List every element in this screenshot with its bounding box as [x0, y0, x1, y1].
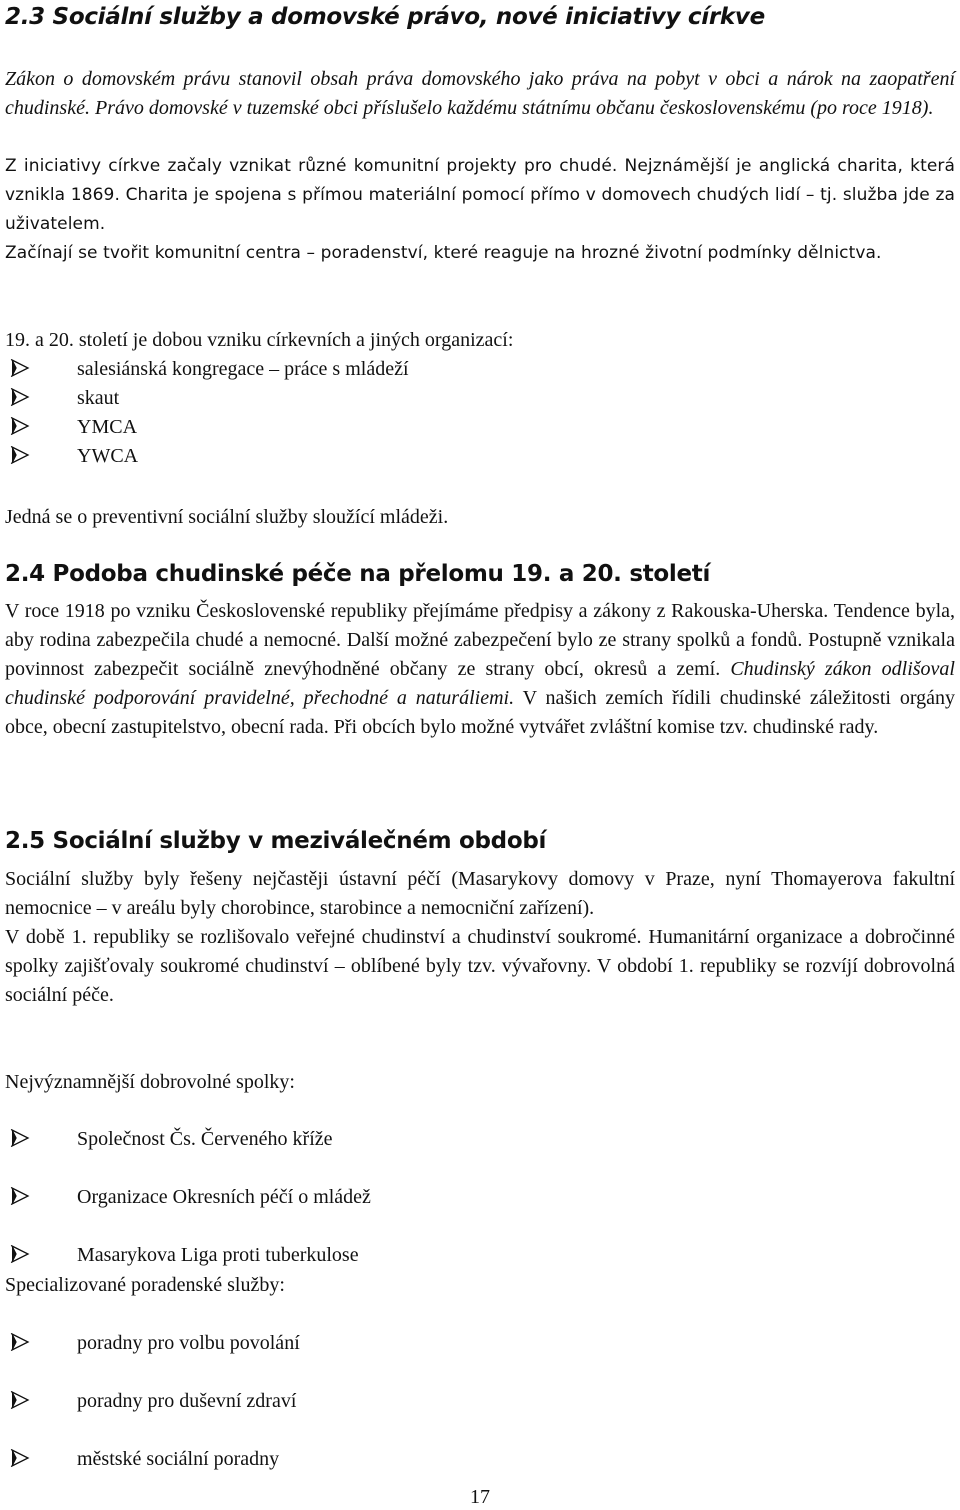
arrowhead-bullet-icon: [8, 413, 32, 442]
preventive-note: Jedná se o preventivní sociální služby sloužící mládeži.: [5, 506, 449, 528]
homeland-law-paragraph: [5, 65, 955, 123]
section-2-4-heading: 2.4 Podoba chudinské péče na přelomu 19. a 20. století: [5, 561, 711, 587]
organizations-intro: 19. a 20. století je dobou vzniku církevních a jiných organizací:: [5, 329, 514, 351]
volunteer-associations-list: [5, 1125, 955, 1270]
arrowhead-bullet-icon: [8, 384, 32, 413]
institutional-care-text: Sociální služby byly řešeny nejčastěji ústavní péčí (Masarykovy domovy v Praze, nyní Thomayerova fakultní nemocnice – v areálu byly chorobince, starobince a nemocniční zařízení).: [5, 868, 955, 919]
list-item-label: YMCA: [77, 416, 138, 438]
list-item-label: poradny pro duševní zdraví: [77, 1390, 297, 1412]
arrowhead-bullet-icon: [8, 355, 32, 384]
arrowhead-bullet-icon: [8, 1387, 32, 1416]
arrowhead-bullet-icon: [8, 1445, 32, 1474]
preventive-note-block: [5, 503, 955, 532]
section-2-5: [5, 826, 955, 856]
arrowhead-bullet-icon: [8, 1183, 32, 1212]
list-item: [5, 1387, 955, 1416]
list-item-label: salesiánská kongregace – práce s mládeží: [77, 358, 409, 380]
list-item: [5, 413, 955, 442]
list-item-label: YWCA: [77, 445, 139, 467]
poor-care-paragraph: [5, 597, 955, 742]
organizations-list: [5, 355, 955, 471]
arrowhead-bullet-icon: [8, 1125, 32, 1154]
list-item: [5, 442, 955, 471]
counseling-heading: Specializované poradenské služby:: [5, 1274, 285, 1296]
section-2-3-heading: 2.3 Sociální služby a domovské právo, nové iniciativy církve: [5, 4, 765, 30]
church-initiative-text: Z iniciativy církve začaly vznikat různé komunitní projekty pro chudé. Nejznámější je anglická charita, která vznikla 1869. Charita je spojena s přímou materiální pomocí přímo v domovech chudých lidí – tj. služba jde za uživatelem.: [5, 156, 955, 234]
arrowhead-bullet-icon: [8, 1329, 32, 1358]
list-item: [5, 1329, 955, 1358]
first-republic-text: V době 1. republiky se rozlišovalo veřejné chudinství a chudinství soukromé. Humanitární organizace a dobročinné spolky zajišťovaly soukromé chudinství – oblíbené byly tzv. vývařovny. V období 1. republiky se rozvíjí dobrovolná sociální péče.: [5, 926, 955, 1006]
counseling-list-block: [5, 1329, 955, 1474]
page-number: 17: [470, 1486, 490, 1508]
poor-care-text-part2: V našich zemích řídili chudinské záležitosti orgány obce, obecní zastupitelstvo, obecní rada. Při obcích bylo možné vytvářet zvláštní komise tzv. chudinské rady.: [5, 687, 955, 738]
volunteer-heading: Nejvýznamnější dobrovolné spolky:: [5, 1071, 295, 1093]
volunteer-associations-block: [5, 1068, 955, 1097]
homeland-law-text: Zákon o domovském právu stanovil obsah práva domovského jako práva na pobyt v obci a nárok na zaopatření chudinské. Právo domovské v tuzemské obci příslušelo každému státnímu občanu československému (po roce 1918).: [5, 68, 955, 119]
list-item-label: Masarykova Liga proti tuberkulose: [77, 1244, 359, 1266]
church-initiative-paragraph: [5, 152, 955, 268]
poor-care-text-part1: V roce 1918 po vzniku Československé republiky přejímáme předpisy a zákony z Rakouska-Uherska. Tendence byla, aby rodina zabezpečila chudé a nemocné. Další možné zabezpečení bylo ze strany spolků a fondů. Postupně vznikala povinnost zabezpečit sociálně znevýhodněné občany ze strany obcí, okresů a zemí.: [5, 600, 955, 680]
counseling-block: [5, 1271, 955, 1300]
poor-law-italic: Chudinský zákon odlišoval chudinské podporování pravidelné, přechodné a naturáliemi.: [5, 658, 955, 709]
section-2-3: [5, 2, 955, 32]
poor-care-text: [5, 597, 955, 742]
list-item-label: poradny pro volbu povolání: [77, 1332, 300, 1354]
list-item: [5, 384, 955, 413]
list-item: [5, 1183, 955, 1212]
community-centers-text: Začínají se tvořit komunitní centra – poradenství, které reaguje na hrozné životní podmínky dělnictva.: [5, 243, 882, 263]
organizations-block: [5, 326, 955, 471]
list-item-label: městské sociální poradny: [77, 1448, 280, 1470]
section-2-4: [5, 559, 955, 589]
list-item-label: Společnost Čs. Červeného kříže: [77, 1128, 333, 1150]
list-item: [5, 1125, 955, 1154]
list-item-label: Organizace Okresních péčí o mládež: [77, 1186, 371, 1208]
interwar-paragraph: [5, 865, 955, 1010]
arrowhead-bullet-icon: [8, 442, 32, 471]
list-item: [5, 1445, 955, 1474]
list-item: [5, 355, 955, 384]
list-item-label: skaut: [77, 387, 120, 409]
section-2-5-heading: 2.5 Sociální služby v meziválečném období: [5, 828, 547, 854]
arrowhead-bullet-icon: [8, 1241, 32, 1270]
volunteer-list-block: [5, 1125, 955, 1270]
list-item: [5, 1241, 955, 1270]
counseling-services-list: [5, 1329, 955, 1474]
